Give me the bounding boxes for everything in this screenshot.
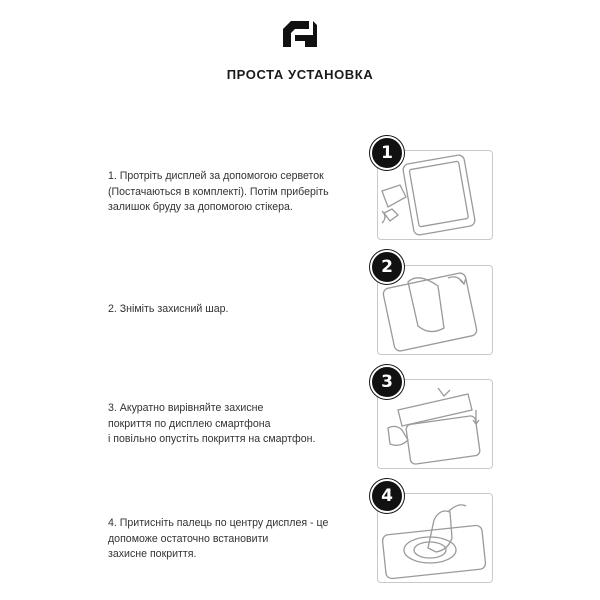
step-2-text bbox=[108, 302, 373, 318]
armorstandart-logo-icon bbox=[279, 17, 321, 51]
step-4-line-1: 4. Притисніть палець по центру дисплея - це bbox=[108, 517, 329, 529]
step-3-line-2: покриття по дисплею смартфона bbox=[108, 417, 271, 430]
page-title: ПРОСТА УСТАНОВКА bbox=[226, 67, 374, 82]
step-1-text bbox=[108, 169, 373, 216]
step-3-badge: 3 bbox=[370, 365, 404, 399]
step-1-line-1: 1. Протріть дисплей за допомогою серветок bbox=[108, 170, 324, 182]
step-3-text bbox=[108, 401, 373, 448]
step-1-badge: 1 bbox=[370, 136, 404, 170]
step-4-badge: 4 bbox=[370, 479, 404, 513]
step-1-line-2: (Постачаються в комплекті). Потім приберіть bbox=[108, 185, 329, 198]
step-3-line-1: 3. Акуратно вирівняйте захисне bbox=[108, 402, 264, 414]
step-2-badge: 2 bbox=[370, 250, 404, 284]
step-2-line-1: 2. Зніміть захисний шар. bbox=[108, 303, 229, 315]
step-4-line-2: допоможе остаточно встановити bbox=[108, 532, 269, 545]
step-1-line-3: залишок бруду за допомогою стікера. bbox=[108, 201, 293, 213]
step-4-line-3: захисне покриття. bbox=[108, 548, 197, 560]
step-4-text bbox=[108, 516, 373, 563]
step-3-line-3: і повільно опустіть покриття на смартфон. bbox=[108, 433, 316, 445]
